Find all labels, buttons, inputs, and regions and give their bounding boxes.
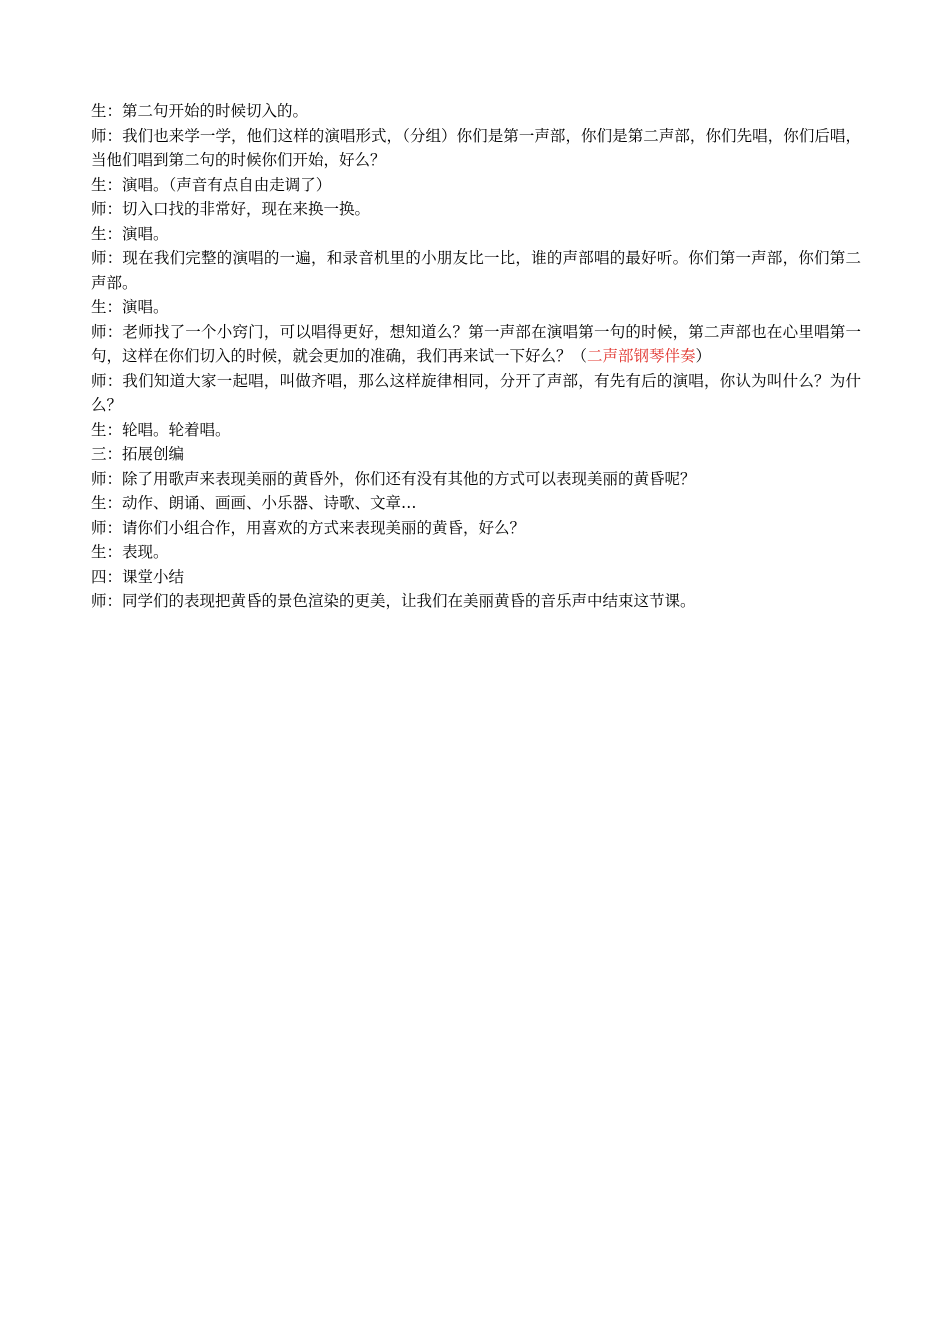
paragraph-13 (91, 491, 861, 516)
section-heading-3 (91, 442, 861, 467)
document-body (91, 99, 861, 614)
paragraph-text: 师：现在我们完整的演唱的一遍，和录音机里的小朋友比一比，谁的声部唱的最好听。你们第一声部，你们第二声部。 (91, 249, 861, 292)
paragraph-text: 生：第二句开始的时候切入的。 (91, 102, 309, 120)
paragraph-10 (91, 418, 861, 443)
paragraph-text: 生：演唱。（声音有点自由走调了） (91, 175, 332, 194)
paragraph-text: 师：老师找了一个小窍门，可以唱得更好，想知道么？第一声部在演唱第一句的时候，第二声部也在心里唱第一句，这样在你们切入的时候，就会更加的准确，我们再来试一下好么？（ (91, 322, 861, 365)
heading-text: 三：拓展创编 (91, 445, 185, 463)
paragraph-text: 师：我们也来学一学，他们这样的演唱形式，（分组）你们是第一声部，你们是第二声部，你们先唱，你们后唱，当他们唱到第二句的时候你们开始，好么？ (91, 126, 861, 169)
paragraph-text: 师：请你们小组合作，用喜欢的方式来表现美丽的黄昏，好么？ (91, 518, 526, 537)
paragraph-text: 师：除了用歌声来表现美丽的黄昏外，你们还有没有其他的方式可以表现美丽的黄昏呢？ (91, 469, 696, 488)
paragraph-14 (91, 516, 861, 541)
heading-text: 四：课堂小结 (91, 567, 185, 586)
paragraph-4 (91, 197, 861, 222)
paragraph-15 (91, 540, 861, 565)
paragraph-3 (91, 173, 861, 198)
paragraph-text: 师：同学们的表现把黄昏的景色渲染的更美，让我们在美丽黄昏的音乐声中结束这节课。 (91, 592, 696, 610)
paragraph-12 (91, 467, 861, 492)
paragraph-6 (91, 246, 861, 295)
paragraph-8 (91, 320, 861, 369)
paragraph-2 (91, 124, 861, 173)
paragraph-text: 师：切入口找的非常好，现在来换一换。 (91, 200, 371, 218)
section-heading-4 (91, 565, 861, 590)
paragraph-text: 生：动作、朗诵、画画、小乐器、诗歌、文章… (91, 494, 417, 512)
paragraph-5 (91, 222, 861, 247)
paragraph-9 (91, 369, 861, 418)
paragraph-text: 生：表现。 (91, 543, 169, 561)
paragraph-text: 生：演唱。 (91, 224, 169, 243)
paragraph-text: 师：我们知道大家一起唱，叫做齐唱，那么这样旋律相同，分开了声部，有先有后的演唱，你认为叫什么？为什么？ (91, 371, 861, 414)
paragraph-1 (91, 99, 861, 124)
paragraph-text: 生：轮唱。轮着唱。 (91, 420, 231, 439)
paragraph-text: 生：演唱。 (91, 298, 169, 316)
paragraph-17 (91, 589, 861, 614)
paragraph-text-after: ） (695, 347, 712, 365)
highlight-text: 二声部钢琴伴奏 (587, 347, 696, 365)
paragraph-7 (91, 295, 861, 320)
